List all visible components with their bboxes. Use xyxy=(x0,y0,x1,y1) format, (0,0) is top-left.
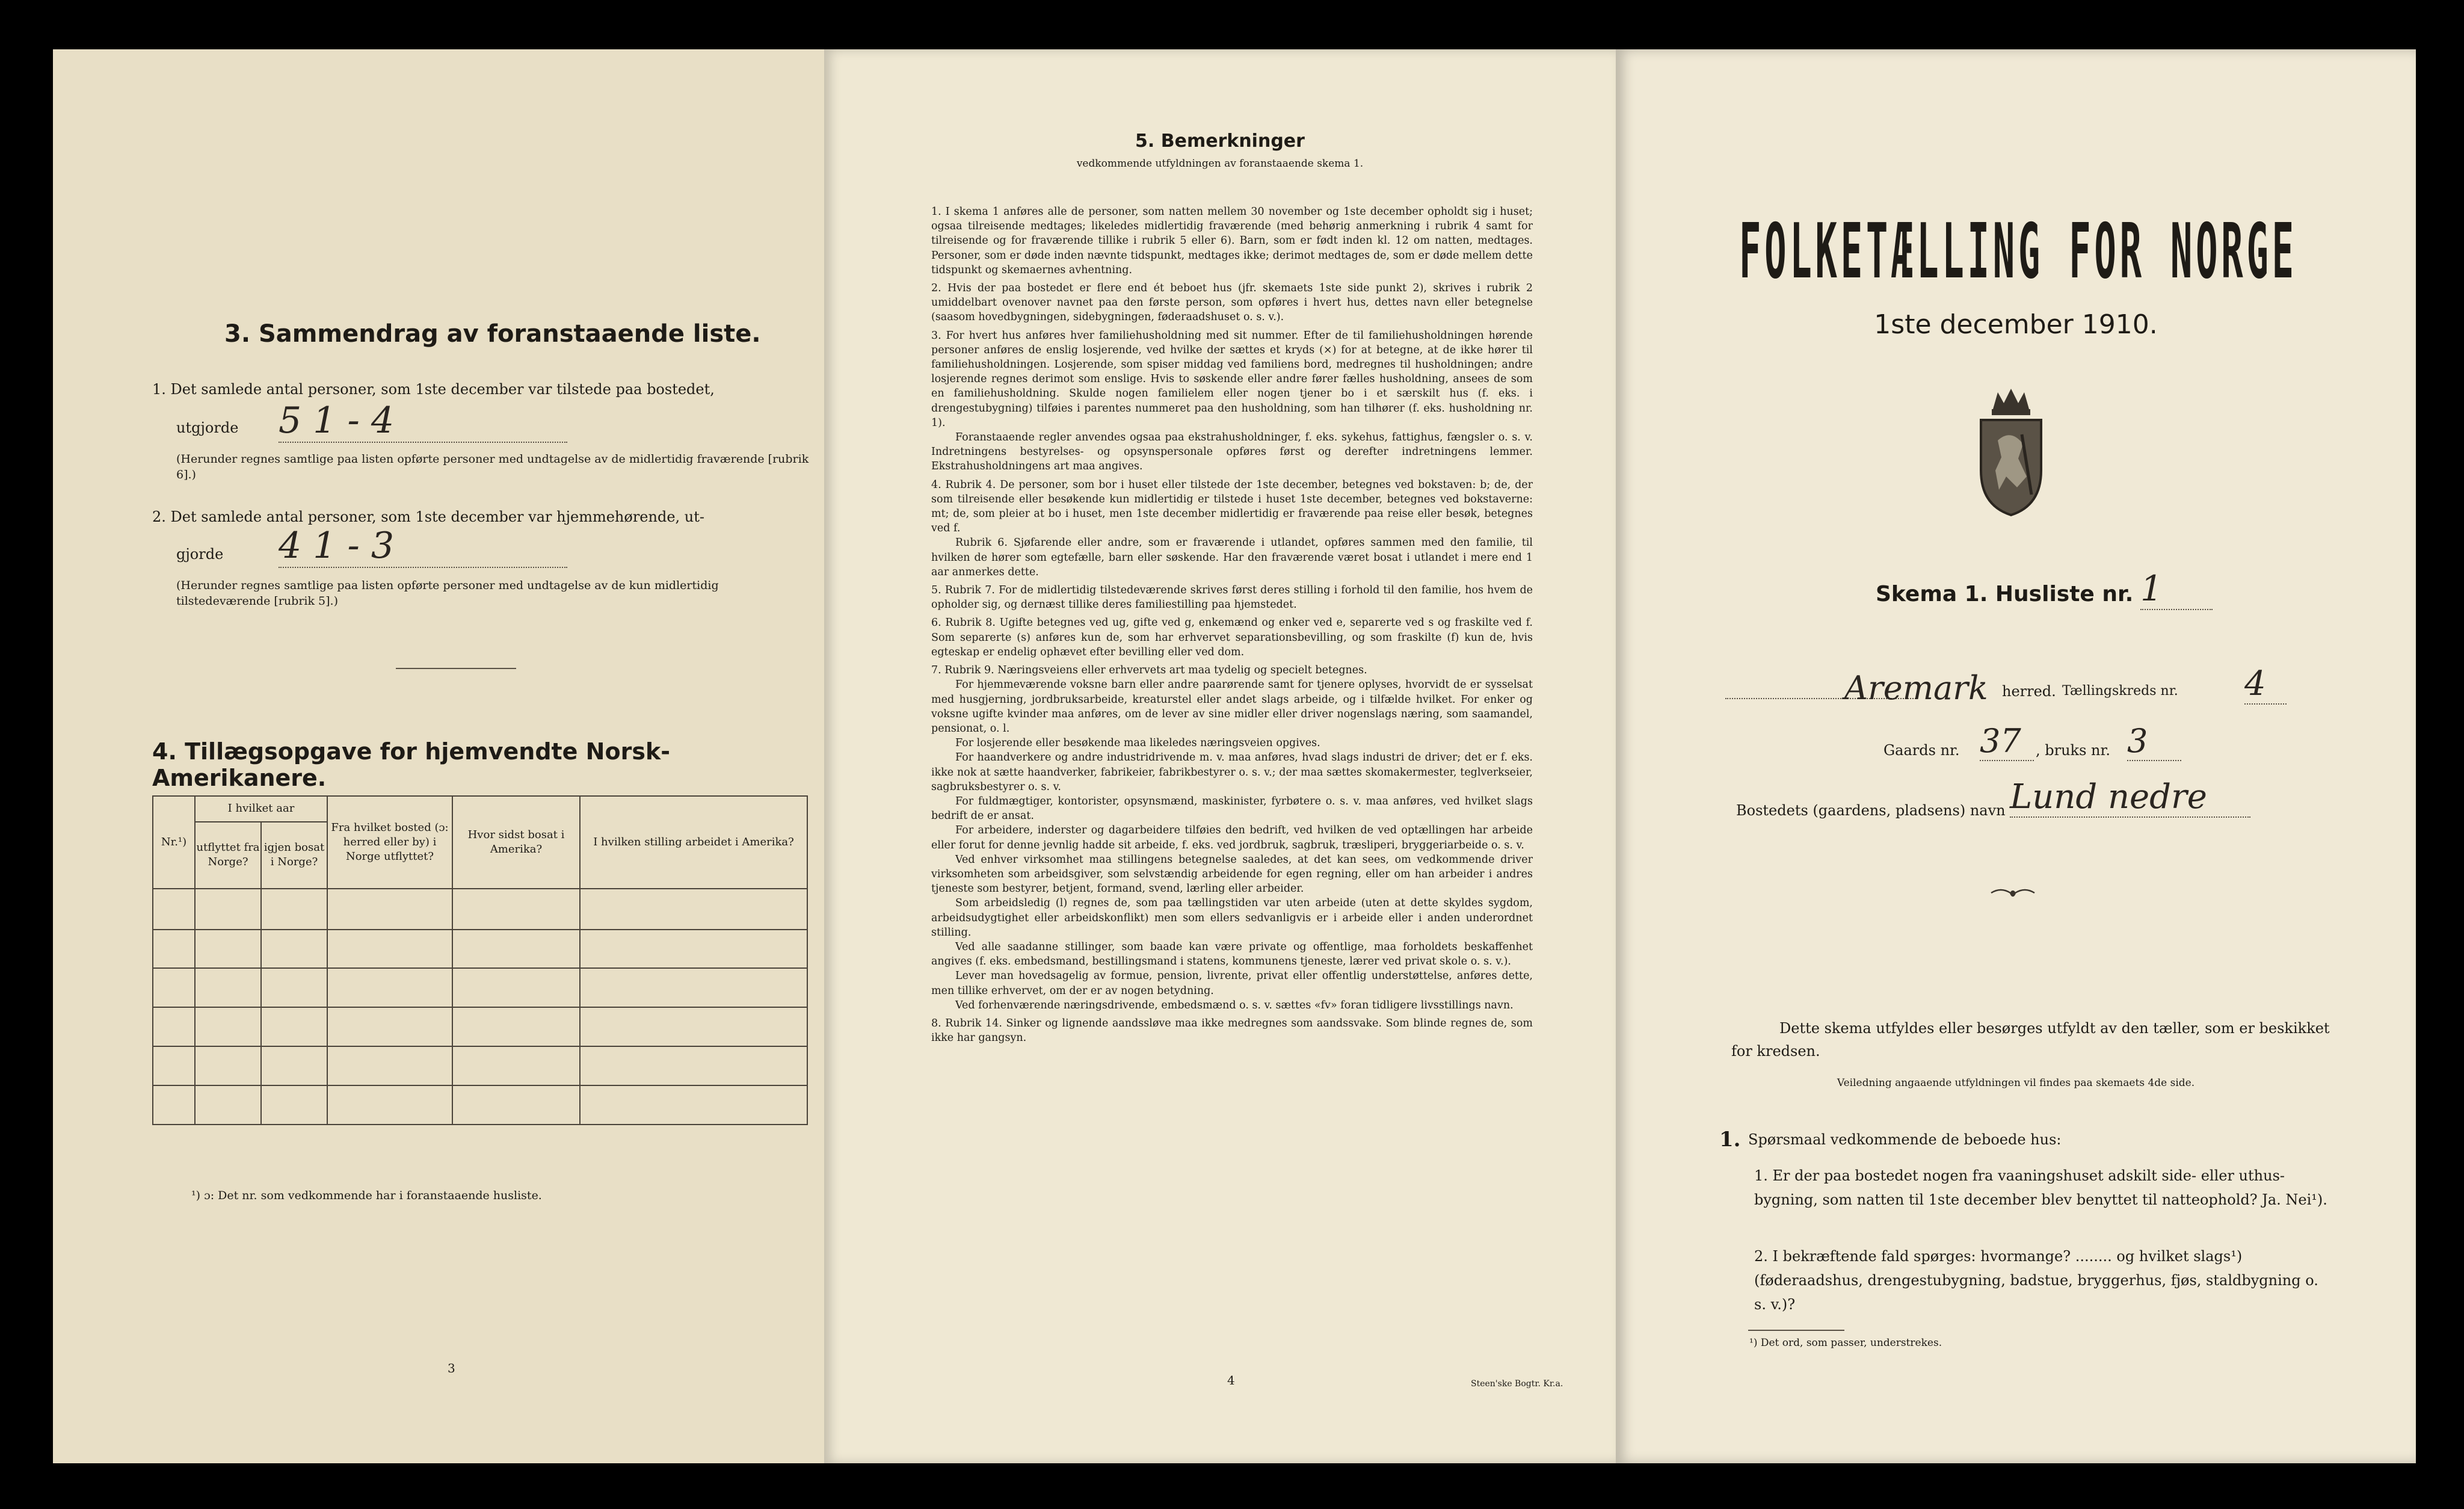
remark-paragraph: For losjerende eller besøkende maa likeledes næringsveien opgives. xyxy=(955,737,1320,750)
table-row xyxy=(153,968,807,1007)
remark-paragraph: Ved alle saadanne stillinger, som baade kan være private og offentlige, maa forholdets beskaffenhet angives (f. eks. embedsmand, bestillingsmand i statens, kommunens tjeneste, lærer ved privat skole o. s. v.). xyxy=(931,940,1533,968)
remarks-title: 5. Bemerkninger xyxy=(1135,131,1305,152)
item-1-value: 5 1 - 4 xyxy=(279,400,567,443)
col-from-where-header: Fra hvilket bosted (ɔ: herred eller by) i Norge utflyttet? xyxy=(327,796,452,889)
remark-paragraph: Lever man hovedsagelig av formue, pension, livrente, privat eller offentlig understøttelse, anføres dette, men tillike erhvervet, om der er av nogen betydning. xyxy=(931,970,1533,997)
remark-paragraph: 6. Rubrik 8. Ugifte betegnes ved ug, gifte ved g, enkemænd og enker ved e, separerte ved s og fraskilte ved f. Som separerte (s) anføres kun de, som har erhvervet separationsbevilling, og som fraskilte (f) kun de, hvis egteskap er endelig ophævet efter bevilling eller ved dom. xyxy=(931,617,1533,658)
bosted-value: Lund nedre xyxy=(2010,777,2250,818)
page-3 xyxy=(53,49,824,1463)
col-returned-header: igjen bosat i Norge? xyxy=(261,822,327,889)
bruks-label: , bruks nr. xyxy=(2036,742,2110,759)
remarks-subtitle: vedkommende utfyldningen av foranstaaende skema 1. xyxy=(1076,158,1364,170)
table-row xyxy=(153,930,807,969)
footnote: ¹) ɔ: Det nr. som vedkommende har i foranstaaende husliste. xyxy=(191,1189,542,1202)
census-title: FOLKETÆLLING FOR NORGE xyxy=(1739,207,2297,295)
bosted-label: Bostedets (gaardens, pladsens) navn xyxy=(1736,802,2006,819)
col-last-residence-header: Hvor sidst bosat i Amerika? xyxy=(452,796,580,889)
page-1 xyxy=(1616,49,2416,1463)
section-4-title: 4. Tillægsopgave for hjemvendte Norsk-Amerikanere. xyxy=(152,738,670,791)
census-title-wrap xyxy=(1739,207,2305,297)
remark-paragraph: Ved enhver virksomhet maa stillingens betegnelse saaledes, at det kan sees, om vedkommende driver virksomheten som arbeidsgiver, som selvstændig arbeidende for egen regning, eller om han arbeider i andres tjeneste som bestyrer, betjent, formand, svend, lærling eller arbeider. xyxy=(931,853,1533,895)
question-1: 1. Er der paa bostedet nogen fra vaaningshuset adskilt side- eller uthus-bygning, som natten til 1ste december blev benyttet til natteophold? Ja. Nei¹). xyxy=(1754,1167,2327,1208)
col-position-header: I hvilken stilling arbeidet i Amerika? xyxy=(580,796,807,889)
remark-paragraph: Rubrik 6. Sjøfarende eller andre, som er fraværende i utlandet, opføres sammen med den familie, til hvilken de hører som egtefælle, barn eller søskende. Har den fraværende været bosat i utlandet i mere end 1 aar anmerkes dette. xyxy=(931,537,1533,578)
remark-paragraph: 1. I skema 1 anføres alle de personer, som natten mellem 30 november og 1ste december opholdt sig i huset; ogsaa tilreisende medtages; likeledes midlertidig fraværende (med behørig anmerkning i rubrik 4 samt for tilreisende og for fraværende tillike i rubrik 5 eller 6). Barn, som er født inden kl. 12 om natten, medtages. Personer, som er døde inden nævnte tidspunkt, medtages ikke; derimot medtages de, som er døde mellem dette tidspunkt og skemaernes avhentning. xyxy=(931,206,1533,276)
kreds-value: 4 xyxy=(2244,664,2287,705)
questions-heading: Spørsmaal vedkommende de beboede hus: xyxy=(1748,1131,2062,1148)
page-number: 3 xyxy=(448,1361,455,1375)
remark-paragraph: 8. Rubrik 14. Sinker og lignende aandssløve maa ikke medregnes som aandssvake. Som blinde regnes de, som ikke har gangsyn. xyxy=(931,1017,1533,1045)
norway-coat-of-arms-icon xyxy=(1969,386,2053,519)
col-emigrated-header: utflyttet fra Norge? xyxy=(195,822,261,889)
questions-heading-number: 1. xyxy=(1719,1128,1741,1152)
question-2: 2. I bekræftende fald spørges: hvormange? ........ og hvilket slags¹) (føderaadshus, drengestubygning, badstue, bryggerhus, fjøs, staldbygning o. s. v.)? xyxy=(1754,1248,2318,1313)
table-row xyxy=(153,889,807,929)
veiledning-text: Veiledning angaaende utfyldningen vil findes paa skemaets 4de side. xyxy=(1837,1077,2195,1089)
gaards-value: 37 xyxy=(1980,722,2034,761)
page-number: 4 xyxy=(1227,1373,1235,1387)
col-year-group-header: I hvilket aar xyxy=(195,796,327,822)
footnote-divider xyxy=(1748,1330,1844,1331)
husliste-number: 1 xyxy=(2140,568,2213,610)
herred-label: herred. xyxy=(2002,683,2056,700)
item-2-note: (Herunder regnes samtlige paa listen opførte personer med undtagelse av de kun midlertidig tilstedeværende [rubrik 5].) xyxy=(176,579,719,608)
remark-paragraph: 4. Rubrik 4. De personer, som bor i huset eller tilstede der 1ste december, betegnes ved bokstaven: b; de, der som tilreisende eller besøkende kun midlertidig er tilstede i huset 1ste december, betegnes ved bokstaverne: mt; de, som pleier at bo i huset, men 1ste december midlertidig er fraværende paa reise eller besøk, betegnes ved f. xyxy=(931,478,1533,535)
remark-paragraph: 2. Hvis der paa bostedet er flere end ét beboet hus (jfr. skemaets 1ste side punkt 2), skrives i rubrik 2 umiddelbart ovenover navnet paa den første person, som opføres i hvert hus, dettes navn eller betegnelse (saasom hovedbygningen, sidebygningen, føderaadshuset o. s. v.). xyxy=(931,282,1533,324)
intro-text: Dette skema utfyldes eller besørges utfyldt av den tæller, som er beskikket for kredsen. xyxy=(1731,1020,2330,1060)
footnote: ¹) Det ord, som passer, understrekes. xyxy=(1749,1337,1942,1349)
bruks-value: 3 xyxy=(2127,722,2181,761)
table-row xyxy=(153,1085,807,1125)
remark-paragraph: Ved forhenværende næringsdrivende, embedsmænd o. s. v. sættes «fv» foran tidligere livsstillings navn. xyxy=(955,999,1514,1011)
item-1-text: 1. Det samlede antal personer, som 1ste december var tilstede paa bostedet, xyxy=(152,381,715,398)
remark-paragraph: For hjemmeværende voksne barn eller andre paarørende samt for tjenere oplyses, hvorvidt de er sysselsat med husgjerning, jordbruksarbeide, kreaturstel eller andet slags arbeide, og i tilfælde hvilket. For enker og voksne ugifte kvinder maa anføres, om de lever av sine midler eller driver nogenslags næring, som saamandel, pensionat, o. l. xyxy=(931,679,1533,735)
ornament-icon xyxy=(1989,886,2037,900)
item-2-label: gjorde xyxy=(176,546,224,563)
remark-paragraph: For fuldmægtiger, kontorister, opsynsmænd, maskinister, fyrbøtere o. s. v. maa anføres, ved hvilket slags bedrift de er ansat. xyxy=(931,795,1533,822)
remark-paragraph: For haandverkere og andre industridrivende m. v. maa anføres, hvad slags industri de driver; det er f. eks. ikke nok at sætte haandverker, fabrikeier, fabrikbestyrer o. s. v.; der maa sættes skomakermester, teglverkseier, sagbruksbestyrer o. s. v. xyxy=(931,751,1533,793)
schema-label: Skema 1. Husliste nr. xyxy=(1876,582,2134,606)
item-1-note: (Herunder regnes samtlige paa listen opførte personer med undtagelse av de midlertidig fraværende [rubrik 6].) xyxy=(176,452,809,481)
remark-paragraph: For arbeidere, inderster og dagarbeidere tilføies den bedrift, ved hvilken de ved optællingen har arbeide eller forut for denne jevnlig hadde sit arbeide, f. eks. ved jordbruk, sagbruk, træsliperi, bryggeriarbeide o. s. v. xyxy=(931,824,1533,851)
remark-paragraph: 3. For hvert hus anføres hver familiehusholdning med sit nummer. Efter de til familiehusholdningen hørende personer anføres de enslig losjerende, ved hvilke der sættes et kryds (×) for at betegne, at de ikke hører til familiehusholdningen. Losjerende, som spiser middag ved familiens bord, medregnes til husholdningen; andre losjerende regnes derimot som enslige. Hvis to søskende eller andre fører fælles husholdning, ansees de som en familiehusholdning. Skulde nogen familielem eller nogen tjener bo i et særskilt hus (f. eks. i drengestubygning) tilføies i parentes nummeret paa den husholdning, som han tilhører (f. eks. husholdning nr. 1). xyxy=(931,329,1533,429)
remark-paragraph: 5. Rubrik 7. For de midlertidig tilstedeværende skrives først deres stilling i forhold til den familie, hos hvem de opholder sig, og dernæst tillike deres familiestilling paa hjemstedet. xyxy=(931,584,1533,611)
table-row xyxy=(153,1046,807,1085)
item-2-value: 4 1 - 3 xyxy=(279,525,567,568)
remarks-body xyxy=(931,201,1533,1045)
remark-paragraph: Som arbeidsledig (l) regnes de, som paa tællingstiden var uten arbeide (uten at dette skyldes sygdom, arbeidsudygtighet eller arbeidskonflikt) men som ellers sedvanligvis er i arbeide eller i anden underordnet stilling. xyxy=(931,897,1533,939)
divider xyxy=(396,668,516,669)
norsk-amerikanere-table xyxy=(152,795,808,1125)
gaards-label: Gaards nr. xyxy=(1883,742,1960,759)
table-row xyxy=(153,1007,807,1046)
kreds-label: Tællingskreds nr. xyxy=(2062,684,2178,699)
herred-value: Aremark xyxy=(1844,669,1988,707)
item-1-label: utgjorde xyxy=(176,419,239,436)
page-4 xyxy=(824,49,1616,1463)
census-date: 1ste december 1910. xyxy=(1874,309,2158,340)
remark-paragraph: Foranstaaende regler anvendes ogsaa paa ekstrahusholdninger, f. eks. sykehus, fattighus, fængsler o. s. v. Indretningens bestyrelses- og opsynspersonale opføres først og derefter indretningens lemmer. Ekstrahusholdningens art maa angives. xyxy=(931,431,1533,473)
section-3-title: 3. Sammendrag av foranstaaende liste. xyxy=(224,320,761,348)
remark-paragraph: 7. Rubrik 9. Næringsveiens eller erhvervets art maa tydelig og specielt betegnes. xyxy=(931,664,1367,677)
item-2-text: 2. Det samlede antal personer, som 1ste december var hjemmehørende, ut- xyxy=(152,508,704,525)
col-nr-header: Nr.¹) xyxy=(153,796,195,889)
printer-mark: Steen'ske Bogtr. Kr.a. xyxy=(1471,1379,1563,1389)
